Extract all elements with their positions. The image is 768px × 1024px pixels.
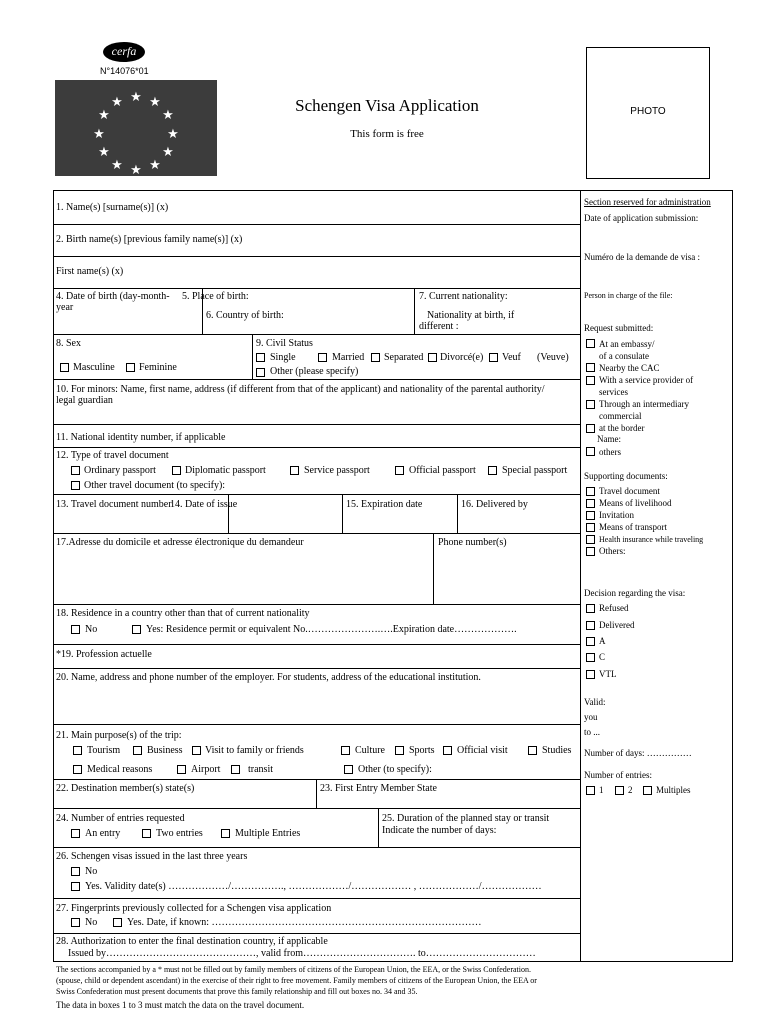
req-border-label: at the border — [599, 423, 645, 433]
cerfa-logo-text: cerfa — [111, 44, 137, 58]
doc-service-checkbox[interactable] — [290, 466, 299, 475]
svg-text:★: ★ — [111, 95, 123, 110]
purpose-visit-checkbox[interactable] — [192, 746, 201, 755]
supp-travel-checkbox[interactable] — [586, 487, 595, 496]
civil-married-checkbox[interactable] — [318, 353, 327, 362]
doc-diplomatic-checkbox[interactable] — [172, 466, 181, 475]
dec-c-label: C — [599, 652, 606, 662]
field-16-label: 16. Delivered by — [461, 499, 528, 510]
admin-heading: Section reserved for administration — [584, 197, 711, 207]
field-11-label: 11. National identity number, if applicable — [56, 432, 226, 443]
supp-transport-label: Means of transport — [599, 522, 667, 532]
doc-ordinary-label: Ordinary passport — [84, 465, 156, 476]
field-10-label: 10. For minors: Name, first name, address (if different from that of the applicant) and nationality of the parental authority/ — [56, 384, 545, 395]
svg-text:★: ★ — [162, 108, 174, 123]
fingerprints-no-label: No — [85, 917, 98, 928]
purpose-official-label: Official visit — [457, 745, 508, 756]
eu-stars-icon — [55, 80, 217, 176]
svg-text:★: ★ — [111, 158, 123, 173]
supp-health-checkbox[interactable] — [586, 535, 595, 544]
field-27-label: 27. Fingerprints previously collected for a Schengen visa application — [56, 903, 332, 914]
field-20-label: 20. Name, address and phone number of the employer. For students, address of the educational institution. — [56, 672, 481, 683]
entries-1-label: 1 — [599, 785, 604, 795]
entries-2-checkbox[interactable] — [615, 786, 624, 795]
civil-divorced-checkbox[interactable] — [428, 353, 437, 362]
eu-flag — [55, 80, 217, 176]
civil-separated-label: Separated — [384, 352, 424, 363]
purpose-airport-label: Airport — [191, 764, 221, 775]
entries-2-label: 2 — [628, 785, 633, 795]
supp-others-checkbox[interactable] — [586, 547, 595, 556]
supp-transport-checkbox[interactable] — [586, 523, 595, 532]
field-13-label: 13. Travel document number — [56, 499, 172, 510]
purpose-other-checkbox[interactable] — [344, 765, 353, 774]
field-14-label: 14. Date of issue — [170, 499, 238, 510]
req-intermediary-checkbox[interactable] — [586, 400, 595, 409]
photo-label: PHOTO — [630, 106, 666, 117]
fingerprints-yes-checkbox[interactable] — [113, 918, 122, 927]
admin-date-submission: Date of application submission: — [584, 213, 699, 223]
sex-female-label: Feminine — [139, 362, 177, 373]
admin-valid-you: you — [584, 712, 598, 722]
dec-refused-label: Refused — [599, 603, 629, 613]
doc-official-checkbox[interactable] — [395, 466, 404, 475]
civil-single-checkbox[interactable] — [256, 353, 265, 362]
supp-invitation-checkbox[interactable] — [586, 511, 595, 520]
field-18-label: 18. Residence in a country other than that of current nationality — [56, 608, 310, 619]
purpose-sports-checkbox[interactable] — [395, 746, 404, 755]
civil-other-label: Other (please specify) — [270, 366, 359, 377]
sex-male-checkbox[interactable] — [60, 363, 69, 372]
field-28-label: 28. Authorization to enter the final destination country, if applicable — [56, 936, 328, 947]
entries-multiple-label: Multiples — [656, 785, 691, 795]
req-embassy-label: At an embassy/ — [599, 339, 655, 349]
entry-multiple-label: Multiple Entries — [235, 828, 301, 839]
req-provider-label-2: services — [599, 387, 628, 397]
purpose-business-checkbox[interactable] — [133, 746, 142, 755]
svg-text:★: ★ — [130, 163, 142, 176]
field-22-label: 22. Destination member(s) state(s) — [56, 783, 195, 794]
dec-c-checkbox[interactable] — [586, 653, 595, 662]
footer-note-2: (spouse, child or dependent ascendant) in the exercise of their right to free movement. Family members of citizens of the European Union, the EEA or — [56, 976, 537, 985]
residence-yes-label: Yes: Residence permit or equivalent No.………………….….Expiration date………………. — [146, 624, 517, 635]
field-9-label: 9. Civil Status — [256, 338, 313, 349]
field-1-label: 1. Name(s) [surname(s)] (x) — [56, 202, 169, 213]
civil-widow-label-2: (Veuve) — [537, 352, 569, 363]
admin-number-of-entries: Number of entries: — [584, 770, 652, 780]
dec-a-label: A — [599, 636, 606, 646]
footer-note-1: The sections accompanied by a * must not be filled out by family members of citizens of the European Union, the EEA, or the Swiss Confederation. — [56, 965, 531, 974]
visas-no-checkbox[interactable] — [71, 867, 80, 876]
doc-special-label: Special passport — [502, 465, 568, 476]
purpose-studies-label: Studies — [542, 745, 572, 756]
req-others-checkbox[interactable] — [586, 447, 595, 456]
field-17-label: 17.Adresse du domicile et adresse électronique du demandeur — [56, 537, 304, 548]
visas-yes-checkbox[interactable] — [71, 882, 80, 891]
doc-official-label: Official passport — [409, 465, 476, 476]
residence-no-label: No — [85, 624, 98, 635]
doc-diplomatic-label: Diplomatic passport — [185, 465, 266, 476]
dec-vtl-label: VTL — [599, 669, 617, 679]
civil-widow-checkbox[interactable] — [489, 353, 498, 362]
svg-text:★: ★ — [93, 127, 105, 142]
visas-no-label: No — [85, 866, 98, 877]
svg-text:★: ★ — [162, 145, 174, 160]
req-provider-label: With a service provider of — [599, 375, 694, 385]
field-21-label: 21. Main purpose(s) of the trip: — [56, 730, 182, 741]
field-6-label: 6. Country of birth: — [206, 310, 284, 321]
residence-no-checkbox[interactable] — [71, 625, 80, 634]
dec-refused-checkbox[interactable] — [586, 604, 595, 613]
footer-note-4: The data in boxes 1 to 3 must match the data on the travel document. — [56, 1000, 305, 1010]
purpose-transit-checkbox[interactable] — [231, 765, 240, 774]
doc-other-label: Other travel document (to specify): — [84, 480, 226, 491]
req-intermediary-label: Through an intermediary — [599, 399, 689, 409]
field-24-label: 24. Number of entries requested — [56, 813, 185, 824]
purpose-visit-label: Visit to family or friends — [205, 745, 304, 756]
dec-a-checkbox[interactable] — [586, 637, 595, 646]
doc-service-label: Service passport — [304, 465, 370, 476]
req-border-checkbox[interactable] — [586, 424, 595, 433]
purpose-airport-checkbox[interactable] — [177, 765, 186, 774]
admin-number-of-days: Number of days: …………… — [584, 748, 692, 758]
field-5-label: 5. Place of birth: — [182, 291, 249, 302]
req-border-name-label: Name: — [597, 434, 621, 444]
purpose-tourism-label: Tourism — [87, 745, 121, 756]
req-embassy-checkbox[interactable] — [586, 339, 595, 348]
visas-yes-label: Yes. Validity date(s) ………………/……………., ………………/……………… , ………………/……………… — [85, 881, 542, 892]
field-25-label-b: Indicate the number of days: — [382, 825, 497, 836]
field-7-label: 7. Current nationality: — [419, 291, 508, 302]
field-26-label: 26. Schengen visas issued in the last three years — [56, 851, 248, 862]
req-cac-checkbox[interactable] — [586, 363, 595, 372]
admin-visa-number: Numéro de la demande de visa : — [584, 252, 700, 262]
dec-vtl-checkbox[interactable] — [586, 670, 595, 679]
purpose-culture-checkbox[interactable] — [341, 746, 350, 755]
req-provider-checkbox[interactable] — [586, 376, 595, 385]
form-title: Schengen Visa Application — [295, 96, 479, 115]
admin-valid: Valid: — [584, 697, 606, 707]
civil-widow-label: Veuf — [502, 352, 521, 363]
civil-separated-checkbox[interactable] — [371, 353, 380, 362]
purpose-business-label: Business — [147, 745, 183, 756]
field-4-label: 4. Date of birth (day-month- — [56, 291, 170, 302]
entry-two-label: Two entries — [156, 828, 203, 839]
field-19-label: *19. Profession actuelle — [56, 649, 152, 660]
supp-health-label: Health insurance while traveling — [599, 535, 704, 544]
footer-note-3: Swiss Confederation must present documents that prove this family relationship and fill out boxes no. 34 and 35. — [56, 987, 418, 996]
supp-travel-label: Travel document — [599, 486, 660, 496]
dec-delivered-checkbox[interactable] — [586, 621, 595, 630]
entries-1-checkbox[interactable] — [586, 786, 595, 795]
field-8-label: 8. Sex — [56, 338, 81, 349]
admin-request-submitted: Request submitted: — [584, 323, 654, 333]
purpose-sports-label: Sports — [409, 745, 435, 756]
svg-text:★: ★ — [167, 127, 179, 142]
form-subtitle: This form is free — [350, 128, 424, 140]
svg-text:★: ★ — [98, 108, 110, 123]
field-17b-label: Phone number(s) — [438, 537, 507, 548]
entries-multiple-checkbox[interactable] — [643, 786, 652, 795]
svg-text:★: ★ — [149, 95, 161, 110]
sex-female-checkbox[interactable] — [126, 363, 135, 372]
field-7b-label: Nationality at birth, if — [427, 310, 515, 321]
field-23-label: 23. First Entry Member State — [320, 783, 437, 794]
svg-text:★: ★ — [98, 145, 110, 160]
fingerprints-no-checkbox[interactable] — [71, 918, 80, 927]
purpose-transit-label: transit — [248, 764, 273, 775]
entry-one-label: An entry — [85, 828, 121, 839]
req-intermediary-label-2: commercial — [599, 411, 642, 421]
fingerprints-yes-label: Yes. Date, if known: ……………………………………………………………………… — [127, 917, 482, 928]
purpose-tourism-checkbox[interactable] — [73, 746, 82, 755]
supp-others-label: Others: — [599, 546, 626, 556]
civil-other-checkbox[interactable] — [256, 368, 265, 377]
admin-supporting-docs: Supporting documents: — [584, 471, 668, 481]
req-others-label: others — [599, 447, 621, 457]
field-7b-label-b: different : — [419, 321, 459, 332]
dec-delivered-label: Delivered — [599, 620, 635, 630]
field-12-label: 12. Type of travel document — [56, 450, 169, 461]
req-cac-label: Nearby the CAC — [599, 363, 660, 373]
entry-multiple-checkbox[interactable] — [221, 829, 230, 838]
field-28-issued: Issued by………………………………………, valid from……………………………. to…………………………… — [68, 948, 536, 959]
purpose-culture-label: Culture — [355, 745, 385, 756]
purpose-other-label: Other (to specify): — [358, 764, 432, 775]
residence-yes-checkbox[interactable] — [132, 625, 141, 634]
doc-special-checkbox[interactable] — [488, 466, 497, 475]
civil-divorced-label: Divorcé(e) — [440, 352, 484, 363]
admin-decision: Decision regarding the visa: — [584, 588, 686, 598]
supp-means-checkbox[interactable] — [586, 499, 595, 508]
civil-married-label: Married — [332, 352, 365, 363]
svg-text:★: ★ — [130, 90, 142, 105]
doc-other-checkbox[interactable] — [71, 481, 80, 490]
svg-text:★: ★ — [149, 158, 161, 173]
purpose-studies-checkbox[interactable] — [528, 746, 537, 755]
sex-male-label: Masculine — [73, 362, 115, 373]
form-number: N°14076*01 — [100, 66, 149, 76]
entry-one-checkbox[interactable] — [71, 829, 80, 838]
admin-divider — [580, 190, 581, 962]
field-15-label: 15. Expiration date — [346, 499, 423, 510]
purpose-medical-label: Medical reasons — [87, 764, 153, 775]
entry-two-checkbox[interactable] — [142, 829, 151, 838]
purpose-medical-checkbox[interactable] — [73, 765, 82, 774]
field-10-label-b: legal guardian — [56, 395, 113, 406]
admin-person-in-charge: Person in charge of the file: — [584, 291, 673, 300]
admin-valid-to: to ... — [584, 727, 601, 737]
field-4-label-b: year — [56, 302, 74, 313]
req-embassy-label-2: of a consulate — [599, 351, 649, 361]
civil-single-label: Single — [270, 352, 296, 363]
field-25-label: 25. Duration of the planned stay or transit — [382, 813, 550, 824]
field-2-label: 2. Birth name(s) [previous family name(s)] (x) — [56, 234, 243, 245]
supp-invitation-label: Invitation — [599, 510, 634, 520]
field-3-label: First name(s) (x) — [56, 266, 124, 277]
doc-ordinary-checkbox[interactable] — [71, 466, 80, 475]
supp-means-label: Means of livelihood — [599, 498, 672, 508]
purpose-official-checkbox[interactable] — [443, 746, 452, 755]
